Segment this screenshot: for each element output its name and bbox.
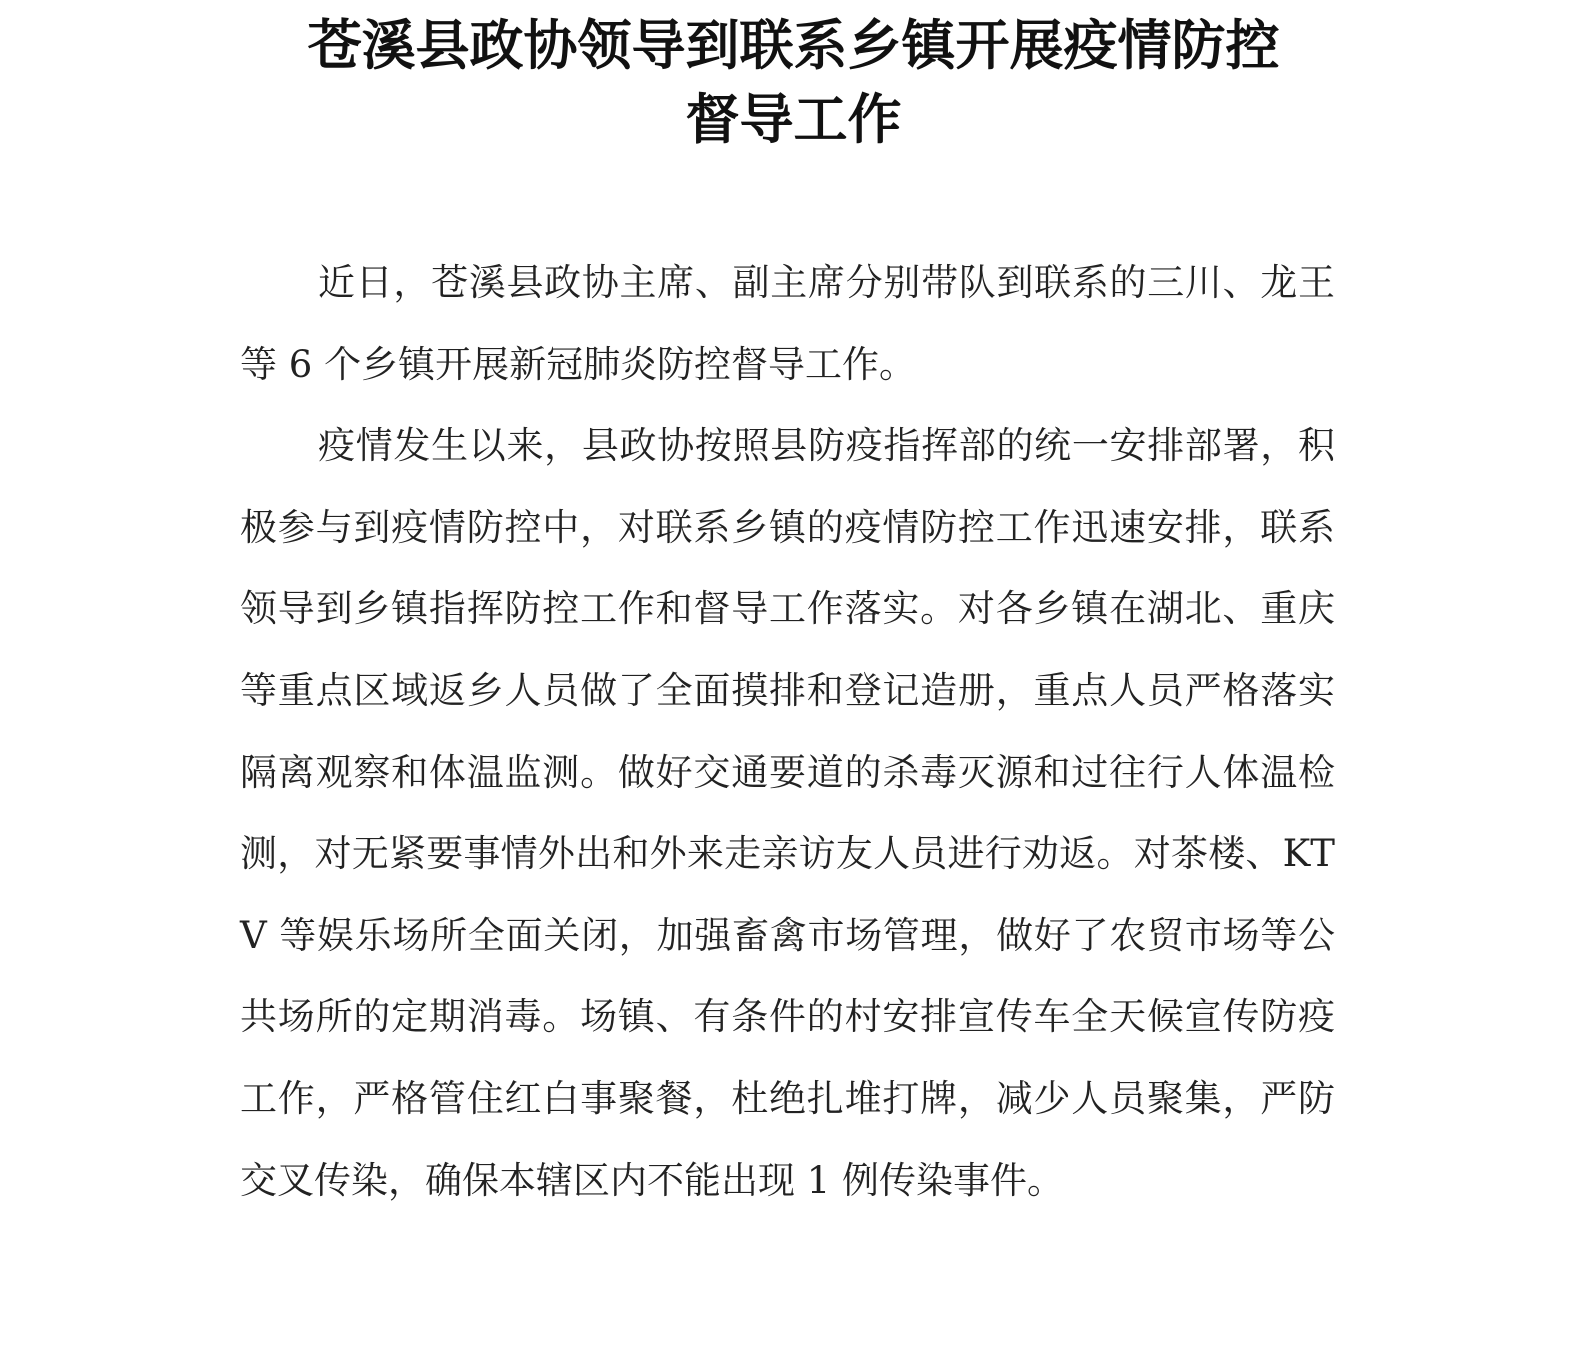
paragraph-1: 近日，苍溪县政协主席、副主席分别带队到联系的三川、龙王等 6 个乡镇开展新冠肺炎防控督导工作。 [240, 261, 1335, 386]
document-body [240, 242, 1335, 1221]
document-title [0, 8, 1587, 156]
title-line-1: 苍溪县政协领导到联系乡镇开展疫情防控 [307, 13, 1280, 77]
paragraph-2: 疫情发生以来，县政协按照县防疫指挥部的统一安排部署，积极参与到疫情防控中，对联系乡镇的疫情防控工作迅速安排，联系领导到乡镇指挥防控工作和督导工作落实。对各乡镇在湖北、重庆等重点区域返乡人员做了全面摸排和登记造册，重点人员严格落实隔离观察和体温监测。做好交通要道的杀毒灭源和过往行人体温检测，对无紧要事情外出和外来走亲访友人员进行劝返。对茶楼、KTV 等娱乐场所全面关闭，加强畜禽市场管理，做好了农贸市场等公共场所的定期消毒。场镇、有条件的村安排宣传车全天候宣传防疫工作，严格管住红白事聚餐，杜绝扎堆打牌，减少人员聚集，严防交叉传染，确保本辖区内不能出现 1 例传染事件。 [240, 424, 1335, 1202]
title-line-2: 督导工作 [685, 87, 902, 151]
